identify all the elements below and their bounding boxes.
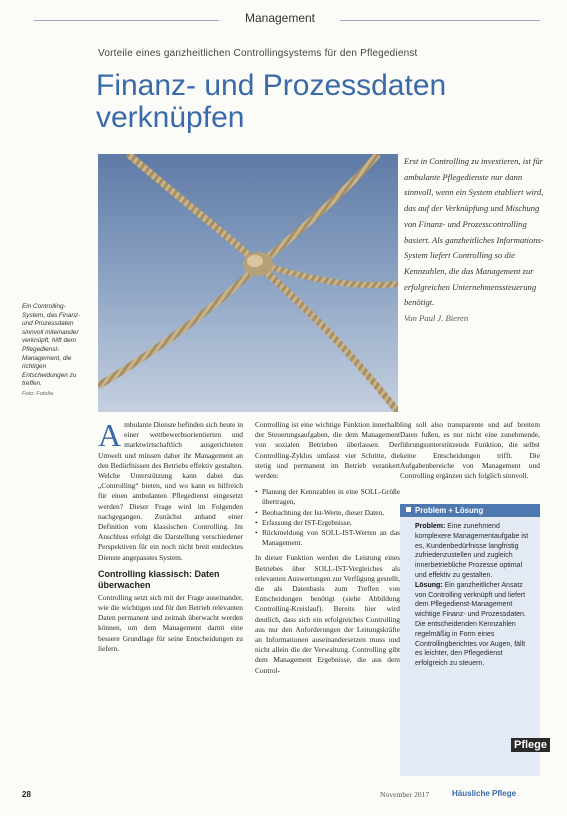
list-item: • Erfassung der IST-Ergebnisse,: [255, 518, 400, 528]
square-icon: [406, 507, 411, 512]
box-problem: [415, 522, 534, 581]
list-item: • Rückmeldung von SOLL-IST-Werten an das Management.: [255, 528, 400, 548]
side-caption: [22, 303, 86, 399]
col1-paragraph-1-text: mbulante Dienste befinden sich heute in einer wettbewerbsorientierten und marktwirtschaftlich ausgerichteten Umwelt und müssen daher ihr Management an den Bedürfnissen des Betriebs effektiv gestalten. Welche Unterstützung kann dabei das „Controlling“ bieten, und wo kann es hilfreich für einen ambulanten Pflegedienst eingesetzt werden? Dieser Frage wird im Folgenden nachgegangen. Zunächst anhand einer Definition vom klassischen Controlling. Im Anschluss erfolgt die Darstellung verschiedener Perspektiven für ein noch nicht breit entdecktes Dienste angepasstes System.: [98, 420, 243, 562]
page-number: 28: [22, 790, 31, 799]
problem-text: Eine zunehmend komplexere Managementaufgabe ist es, Kundenbedürfnisse langfristig zufriedenzustellen und zugleich innerbetriebliche Prozesse optimal und effektiv zu gestalten.: [415, 523, 529, 579]
list-item: • Beobachtung der Ist-Werte, dieser Daten,: [255, 508, 400, 518]
magazine-logo: Pflege: [511, 738, 550, 752]
text-column-3: [400, 420, 540, 487]
col1-paragraph-2: Controlling setzt sich mit der Frage auseinander, wie die wichtigen und für den Betrieb relevanten Daten permanent und zeitnah überwacht werden können, um dem Management damit eine bessere Grundlage für seine Entscheidungen zu liefern.: [98, 592, 243, 653]
side-caption-text: Ein Controlling-System, das Finanz- und Prozessdaten sinnvoll miteinander verknüpft, hilft dem Pflegedienst-Management, die richtigen Entscheidungen zu treffen.: [22, 303, 81, 388]
article-headline: [96, 70, 536, 134]
magazine-name: Häusliche Pflege: [452, 789, 517, 798]
rope-photo: [98, 154, 398, 412]
box-title: Problem + Lösung: [415, 506, 484, 515]
col1-paragraph-1: [98, 417, 243, 563]
box-solution: [415, 581, 534, 669]
list-item: • Planung der Kennzahlen in eine SOLL-Größe übertragen,: [255, 487, 400, 507]
col2-paragraph-1: Controlling ist eine wichtige Funktion innerhalb der Steuerungsaufgaben, die dem Management von sozialen Betrieben überlassen. Der Controlling-Zyklus umfasst vier Schritte, die stetig und permanent im Betrieb verankert werden:: [255, 420, 400, 481]
col1-subheading: Controlling klassisch: Daten überwachen: [98, 568, 220, 590]
text-column-2: [255, 420, 400, 682]
drop-cap: A: [98, 417, 122, 453]
header-rule-right: [340, 20, 540, 21]
article-author: Von Paul J. Bieren: [404, 313, 469, 324]
headline-line-1: Finanz- und Prozessdaten: [96, 69, 447, 102]
box-body: [400, 517, 540, 669]
problem-label: Problem:: [415, 523, 446, 530]
header-rule-left: [34, 20, 219, 21]
article-kicker: Vorteile eines ganzheitlichen Controllingsystems für den Pflegedienst: [98, 48, 418, 59]
controlling-steps-list: [255, 487, 400, 548]
lead-text: Erst in Controlling zu investieren, ist für ambulante Pflegedienste nur dann sinnvoll, wenn ein System etabliert wird, das auf der Verknüpfung und Mischung von Finanz- und Prozesscontrolling basiert. Als ganzheitliches Informations-System liefert Controlling so die Kennzahlen, die das Management zur erfolgreichen Unternehmenssteuerung benötigt.: [404, 156, 544, 308]
box-header: [400, 504, 540, 517]
solution-label: Lösung:: [415, 581, 443, 589]
problem-solution-box: [400, 504, 547, 776]
photo-credit: Foto: Fotolia: [22, 390, 54, 397]
section-label: Management: [244, 11, 316, 25]
solution-text: Ein ganzheitlicher Ansatz von Controlling verknüpft und liefert dem Pflegedienst-Management wichtige Finanz- und Prozessdaten. Die entscheidenden Kennzahlen regelmäßig in Form eines Controllingberichtes vor Augen, fällt es leichter, den Pflegedienst erfolgreich zu steuern.: [415, 581, 526, 668]
col3-paragraph-1: ling soll also transparente und auf breitem Daten fußen, es nur nicht eine zunehmende, führungsunterstützende Funktion, die selbst keine Entscheidungen trifft. Die Aufgabenbereiche von Management und Controlling ergänzen sich folglich sinnvoll.: [400, 420, 540, 481]
text-column-1: [98, 417, 243, 660]
headline-line-2: verknüpfen: [96, 101, 245, 134]
issue-date: November 2017: [380, 790, 430, 799]
rope-knot-image: [98, 154, 398, 412]
article-lead: [404, 154, 544, 327]
col2-paragraph-2: In dieser Funktion werden die Leistung eines Betriebes über SOLL-IST-Vergleiches als relevanten Auswertungen zur Verfügung gestellt, die als Datenbasis zum Treffen von Entscheidungen benötigt (siehe Abbildung Controlling-Kreislauf). Bereits hier wird deutlich, dass sich ein erfolgreiches Controlling aus nur den Anforderungen der Leitungskräfte an Informationen auseinandersetzen muss und nicht allein die der Verwaltung. Controlling gibt dem Management Ergebnisse, die aus dem Control-: [255, 553, 400, 675]
